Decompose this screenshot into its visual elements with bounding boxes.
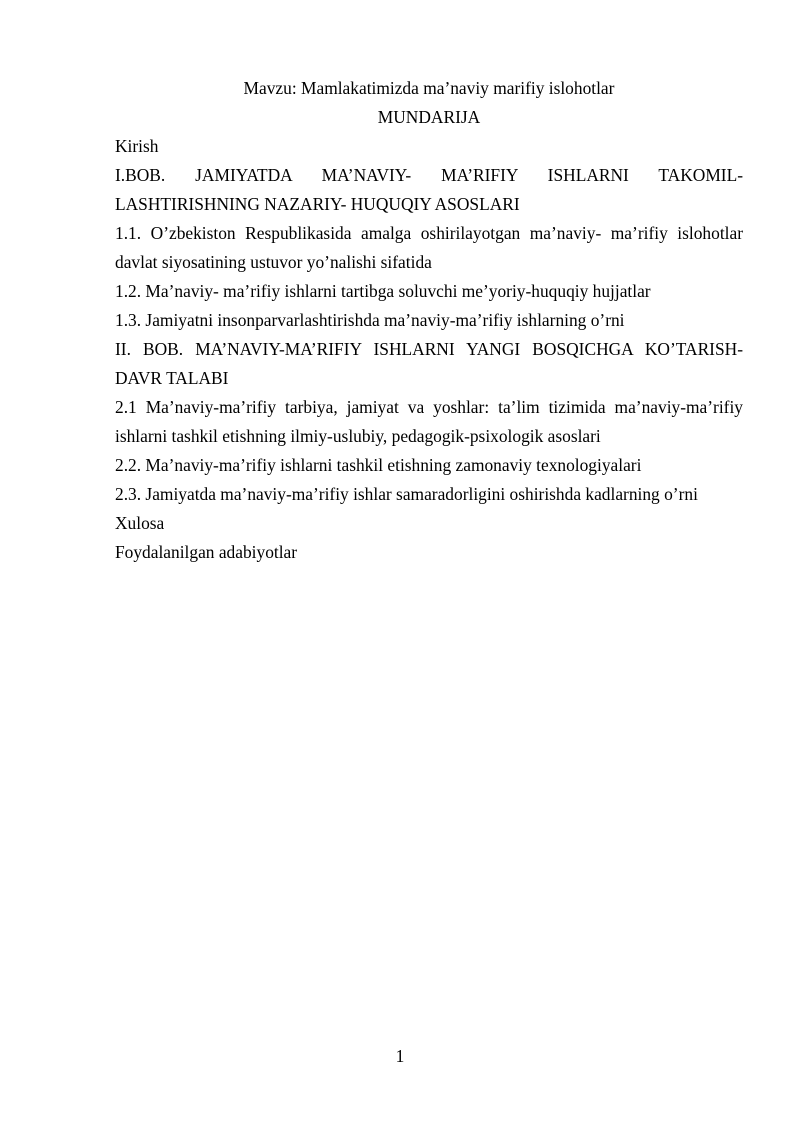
toc-item-chapter-1: I.BOB. JAMIYATDA MA’NAVIY- MA’RIFIY ISHLARNI TAKOMIL-LASHTIRISHNING NAZARIY- HUQUQIY ASOSLARI (115, 165, 743, 214)
toc-item-conclusion: Xulosa (115, 513, 165, 533)
toc-item-references: Foydalanilgan adabiyotlar (115, 542, 298, 562)
toc-item-section-1-1: 1.1. O’zbekiston Respublikasida amalga oshirilayotgan ma’naviy- ma’rifiy islohotlar davlat siyosatining ustuvor yo’nalishi sifatida (115, 223, 743, 272)
page-number: 1 (395, 1046, 405, 1066)
toc-item-chapter-2: II. BOB. MA’NAVIY-MA’RIFIY ISHLARNI YANGI BOSQICHGA KO’TARISH- DAVR TALABI (115, 339, 743, 388)
document-body (115, 74, 743, 567)
toc-item-section-2-2: 2.2. Ma’naviy-ma’rifiy ishlarni tashkil etishning zamonaviy texnologiyalari (115, 455, 642, 475)
toc-item-section-1-2: 1.2. Ma’naviy- ma’rifiy ishlarni tartibga soluvchi me’yoriy-huquqiy hujjatlar (115, 281, 651, 301)
topic-title: Mavzu: Mamlakatimizda ma’naviy marifiy islohotlar (243, 78, 615, 98)
toc-item-section-2-3: 2.3. Jamiyatda ma’naviy-ma’rifiy ishlar samaradorligini oshirishda kadlarning o’rni (115, 484, 698, 504)
toc-item-section-2-1: 2.1 Ma’naviy-ma’rifiy tarbiya, jamiyat va yoshlar: ta’lim tizimida ma’naviy-ma’rifiy ishlarni tashkil etishning ilmiy-uslubiy, pedagogik-psixologik asoslari (115, 397, 743, 446)
toc-item-section-1-3: 1.3. Jamiyatni insonparvarlashtirishda ma’naviy-ma’rifiy ishlarning o’rni (115, 310, 625, 330)
toc-heading: MUNDARIJA (377, 107, 481, 127)
toc-item-introduction: Kirish (115, 136, 159, 156)
